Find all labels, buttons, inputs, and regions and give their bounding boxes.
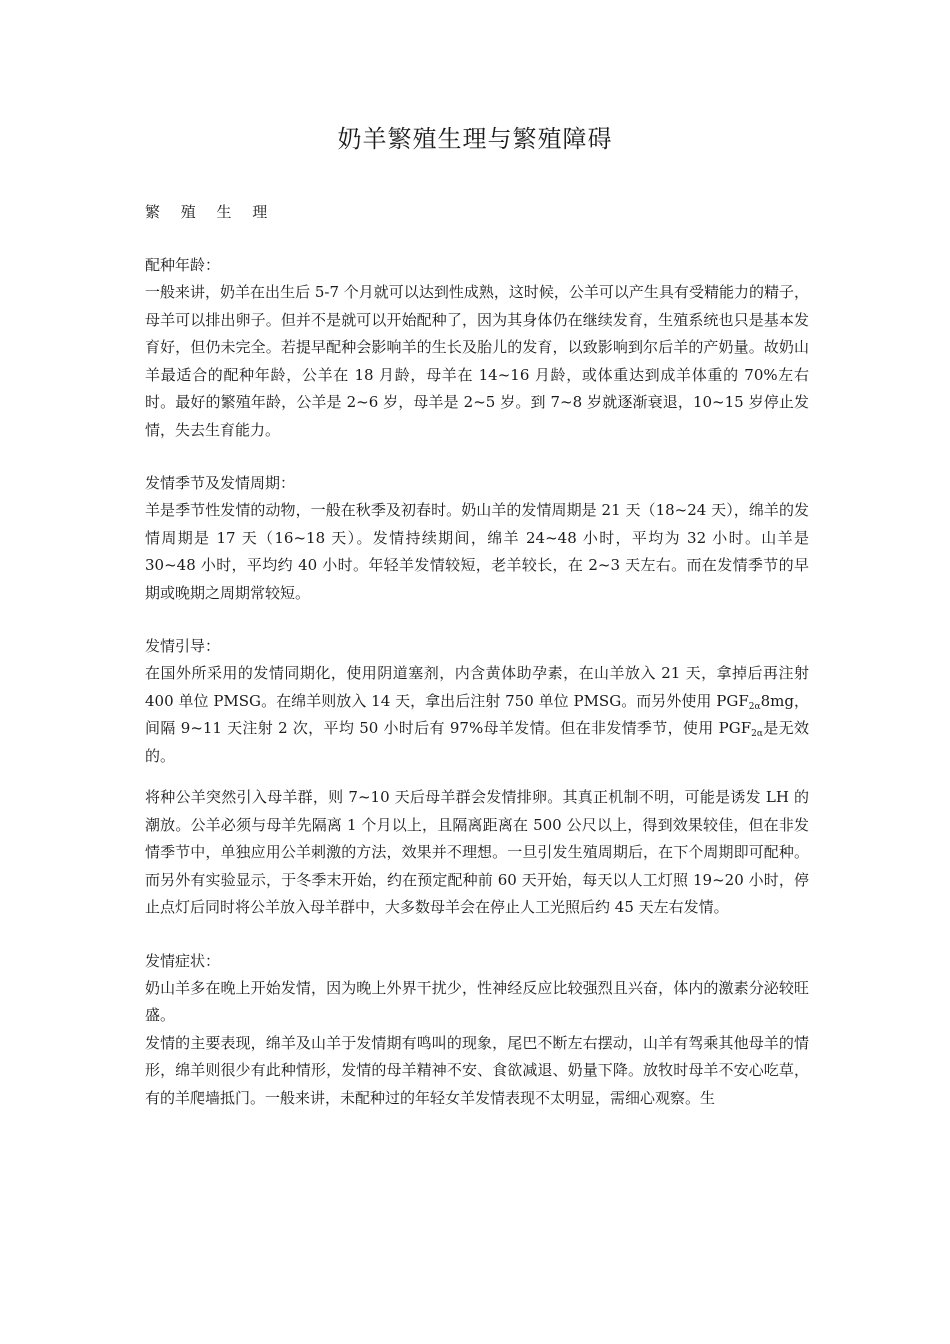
document-body <box>145 198 809 1112</box>
paragraph-text-segment: 8mg，间隔 9~11 天注射 2 次，平均 50 小时后有 97%母羊发情。但在非发情季节，使用 PGF <box>145 691 809 737</box>
paragraph-text-segment: 是无效的。 <box>145 719 809 765</box>
paragraph-estrus-symptoms-1: 奶山羊多在晚上开始发情，因为晚上外界干扰少，性神经反应比较强烈且兴奋，体内的激素分泌较旺盛。 <box>145 978 809 1024</box>
subheading-estrus-induction: 发情引导： <box>145 637 221 655</box>
subheading-estrus-symptoms: 发情症状： <box>145 951 221 970</box>
paragraph-text-segment: 在国外所采用的发情同期化，使用阴道塞剂，内含黄体助孕素，在山羊放入 21 天，拿掉后再注射 400 单位 PMSG。在绵羊则放入 14 天，拿出后注射 750 单位 PMSG。而另外使用 PGF <box>145 664 809 710</box>
paragraph-estrus-induction-1 <box>145 660 809 770</box>
section-heading: 繁 殖 生 理 <box>145 203 276 221</box>
paragraph-estrus-symptoms-2: 发情的主要表现，绵羊及山羊于发情期有鸣叫的现象，尾巴不断左右摆动，山羊有驾乘其他母羊的情形，绵羊则很少有此种情形，发情的母羊精神不安、食欲减退、奶量下降。放牧时母羊不安心吃草，有的羊爬墙抵门。一般来讲，未配种过的年轻女羊发情表现不太明显，需细心观察。生 <box>145 1033 809 1107</box>
document-title: 奶羊繁殖生理与繁殖障碍 <box>337 125 613 153</box>
subheading-estrus-season: 发情季节及发情周期： <box>145 474 296 492</box>
paragraph-estrus-season: 羊是季节性发情的动物，一般在秋季及初春时。奶山羊的发情周期是 21 天（18~24 天），绵羊的发情周期是 17 天（16~18 天）。发情持续期间，绵羊 24~48 小时，平均为 32 小时。山羊是 30~48 小时，平均约 40 小时。年轻羊发情较短，老羊较长，在 2~3 天左右。而在发情季节的早期或晚期之周期常较短。 <box>145 501 809 602</box>
subscript-2alpha: 2α <box>748 701 761 712</box>
subheading-mating-age: 配种年龄： <box>145 256 221 274</box>
subscript-2alpha: 2α <box>751 729 763 739</box>
paragraph-mating-age: 一般来讲，奶羊在出生后 5-7 个月就可以达到性成熟，这时候，公羊可以产生具有受精能力的精子，母羊可以排出卵子。但并不是就可以开始配种了，因为其身体仍在继续发育，生殖系统也只是基本发育好，但仍未完全。若提早配种会影响羊的生长及胎儿的发育，以致影响到尔后羊的产奶量。故奶山羊最适合的配种年龄，公羊在 18 月龄，母羊在 14~16 月龄，或体重达到成羊体重的 70%左右时。最好的繁殖年龄，公羊是 2~6 岁，母羊是 2~5 岁。到 7~8 岁就逐渐衰退，10~15 岁停止发情，失去生育能力。 <box>145 283 809 439</box>
paragraph-estrus-induction-2: 将种公羊突然引入母羊群，则 7~10 天后母羊群会发情排卵。其真正机制不明，可能是诱发 LH 的潮放。公羊必须与母羊先隔离 1 个月以上，且隔离距离在 500 公尺以上，得到效果较佳，但在非发情季节中，单独应用公羊刺激的方法，效果并不理想。一旦引发生殖周期后，在下个周期即可配种。而另外有实验显示，于冬季末开始，约在预定配种前 60 天开始，每天以人工灯照 19~20 小时，停止点灯后同时将公羊放入母羊群中，大多数母羊会在停止人工光照后约 45 天左右发情。 <box>145 788 809 916</box>
